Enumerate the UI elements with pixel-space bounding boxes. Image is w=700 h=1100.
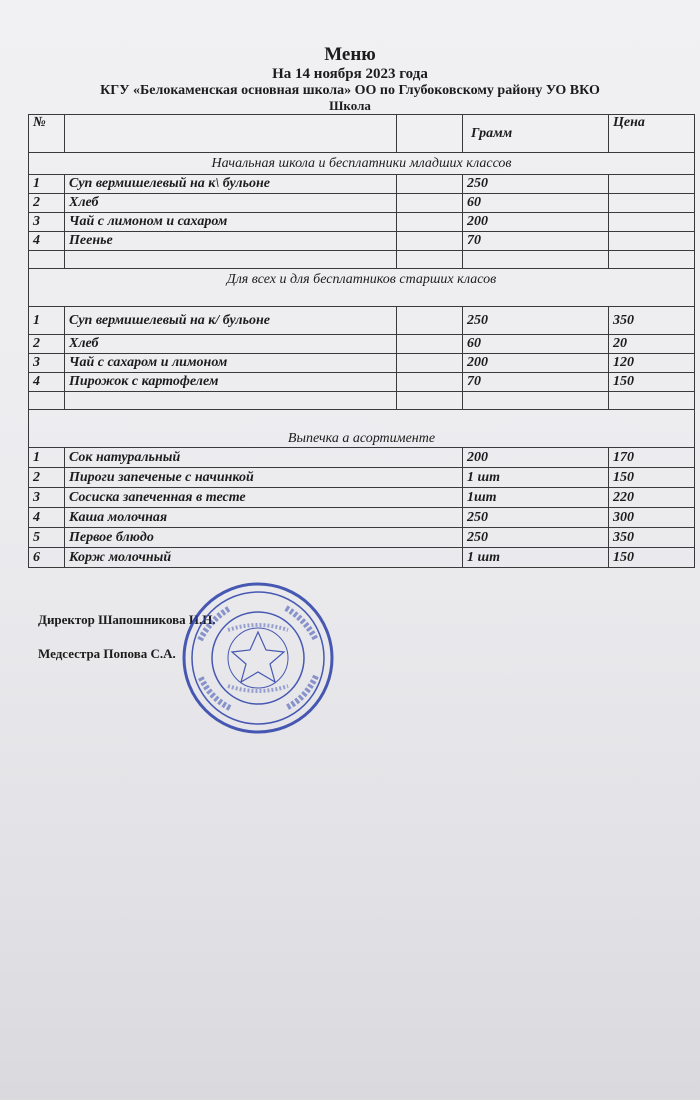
section-title: Для всех и для бесплатников старших класов [29,269,695,307]
dish-gram: 250 [463,175,609,194]
section-heading [29,153,695,175]
table-row [29,307,695,335]
empty-cell [397,307,463,335]
dish-gram: 1 шт [463,548,609,568]
dish-gram: 200 [463,213,609,232]
row-number: 1 [29,307,65,335]
table-row [29,488,695,508]
dish-price: 350 [609,307,695,335]
table-row [29,548,695,568]
row-number: 2 [29,194,65,213]
empty-row [29,392,695,410]
row-number: 2 [29,468,65,488]
table-row [29,232,695,251]
dish-name: Хлеб [65,194,397,213]
row-number: 1 [29,448,65,468]
dish-name: Пеенье [65,232,397,251]
dish-price: 150 [609,548,695,568]
dish-name: Сосиска запеченная в тесте [65,488,463,508]
column-header-number: № [29,115,65,153]
dish-name: Суп вермишелевый на к/ бульоне [65,307,397,335]
dish-name: Каша молочная [65,508,463,528]
empty-cell [397,232,463,251]
column-header-blank [397,115,463,153]
empty-cell [397,194,463,213]
dish-name: Пироги запеченые с начинкой [65,468,463,488]
table-row [29,335,695,354]
column-header-price: Цена [609,115,695,153]
dish-price [609,175,695,194]
empty-cell [397,213,463,232]
row-number: 4 [29,508,65,528]
dish-name: Хлеб [65,335,397,354]
table-header-row [29,115,695,153]
row-number: 2 [29,335,65,354]
dish-name: Пирожок с картофелем [65,373,397,392]
official-seal-stamp [180,580,336,736]
table-row [29,468,695,488]
dish-price: 150 [609,468,695,488]
dish-name: Сок натуральный [65,448,463,468]
row-number: 4 [29,232,65,251]
table-row [29,448,695,468]
dish-gram: 60 [463,335,609,354]
dish-name: Чай с сахаром и лимоном [65,354,397,373]
document-header [0,44,700,113]
row-number: 6 [29,548,65,568]
table-row [29,175,695,194]
dish-price [609,213,695,232]
row-number: 1 [29,175,65,194]
row-number: 5 [29,528,65,548]
dish-price: 350 [609,528,695,548]
dish-gram: 200 [463,354,609,373]
table-row [29,354,695,373]
table-row [29,528,695,548]
column-header-name [65,115,397,153]
empty-cell [397,175,463,194]
nurse-signature: Медсестра Попова С.А. [38,646,176,661]
empty-cell [397,354,463,373]
table-row [29,508,695,528]
document-title: Меню [324,44,376,65]
dish-price: 170 [609,448,695,468]
section-heading [29,269,695,307]
dish-price [609,194,695,213]
dish-name: Корж молочный [65,548,463,568]
dish-name: Чай с лимоном и сахаром [65,213,397,232]
section-heading [29,410,695,448]
section-title: Выпечка а асортименте [29,410,695,448]
table-row [29,194,695,213]
dish-name: Первое блюдо [65,528,463,548]
row-number: 3 [29,488,65,508]
empty-row [29,251,695,269]
dish-price: 150 [609,373,695,392]
dish-gram: 60 [463,194,609,213]
empty-cell [397,373,463,392]
director-signature: Директор Шапошникова И.Н. [38,612,216,627]
dish-price [609,232,695,251]
table-row [29,213,695,232]
dish-gram: 250 [463,528,609,548]
section-title: Начальная школа и бесплатники младших классов [29,153,695,175]
row-number: 3 [29,213,65,232]
organization-name: КГУ «Белокаменская основная школа» ОО по Глубоковскому району УО ВКО [100,83,600,98]
row-number: 4 [29,373,65,392]
dish-gram: 250 [463,508,609,528]
dish-price: 300 [609,508,695,528]
empty-cell [397,335,463,354]
dish-gram: 1шт [463,488,609,508]
menu-date: На 14 ноября 2023 года [272,66,428,82]
organization-subtitle: Школа [329,98,371,113]
table-row [29,373,695,392]
column-header-gram: Грамм [463,115,609,153]
dish-gram: 200 [463,448,609,468]
dish-gram: 70 [463,232,609,251]
dish-gram: 1 шт [463,468,609,488]
dish-price: 20 [609,335,695,354]
dish-gram: 250 [463,307,609,335]
dish-price: 220 [609,488,695,508]
dish-price: 120 [609,354,695,373]
row-number: 3 [29,354,65,373]
menu-table [28,114,695,568]
dish-gram: 70 [463,373,609,392]
dish-name: Суп вермишелевый на к\ бульоне [65,175,397,194]
